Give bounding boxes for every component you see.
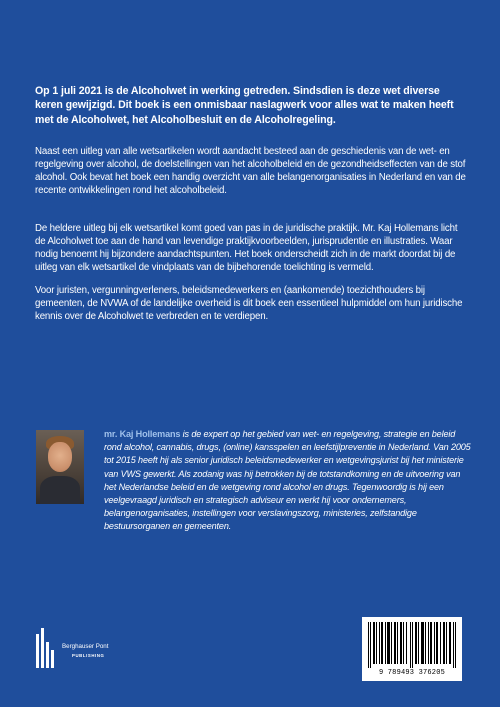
isbn-number: 9 789493 376205 [378,669,445,677]
barcode-icon [368,622,456,668]
intro-lead-paragraph: Op 1 juli 2021 is de Alcoholwet in werking getreden. Sindsdien is deze wet diverse keren gewijzigd. Dit boek is een onmisbaar naslagwerk voor alles wat te maken heeft met de Alcoholwet, het Alcoholbesluit en de Alcoholregeling. [35,85,454,126]
body-paragraph-3: Voor juristen, vergunningverleners, beleidsmedewerkers en (aankomende) toezichthouders bij gemeenten, de NVWA of de landelijke overheid is dit boek een essentieel hulpmiddel om hun juridische kennis over de Alcoholwet te verbreden en te verdiepen. [35,285,463,323]
author-photo [36,430,84,504]
author-photo-shirt [40,476,80,504]
body-paragraph-2: De heldere uitleg bij elk wetsartikel komt goed van pas in de juridische praktijk. Mr. Kaj Hollemans licht de Alcoholwet toe aan de hand van levendige praktijkvoorbeelden, jurisprudentie en illustraties. Waar nodig benoemt hij bijzondere aandachtspunten. Het boek onderscheidt zich in de markt doordat bij de uitleg van elk wetsartikel de vindplaats van de bijbehorende toelichting is vermeld. [35,223,458,274]
isbn-barcode [362,617,462,681]
publisher-logo-icon [36,628,58,668]
publisher-subtitle: PUBLISHING [72,653,105,658]
author-bio [104,428,474,534]
author-name: mr. Kaj Hollemans [104,429,181,439]
publisher-name: Berghauser Pont [62,643,109,650]
body-paragraph-1: Naast een uitleg van alle wetsartikelen wordt aandacht besteed aan de geschiedenis van de wet- en regelgeving over alcohol, de doelstellingen van het alcoholbeleid en de gezondheidseffecten van de stof alcohol. Ook bevat het boek een handig overzicht van alle belangenorganisaties in Nederland en van de recente ontwikkelingen rond het alcoholbeleid. [35,146,466,197]
author-photo-face [48,442,72,472]
author-bio-text: is de expert op het gebied van wet- en regelgeving, strategie en beleid rond alcohol, cannabis, drugs, (online) kansspelen en leefstijlpreventie in Nederland. Van 2005 tot 2015 heeft hij als senior juridisch beleidsmedewerker en wetgevingsjurist bij het ministerie van VWS gewerkt. Als zodanig was hij betrokken bij de totstandkoming en de uitvoering van het Nederlandse beleid en de wetgeving rond alcohol en drugs. Tegenwoordig is hij een veelgevraagd juridisch en strategisch adviseur en werkt hij voor ondernemers, belangenorganisaties, instellingen voor verslavingszorg, ministeries, zelfstandige bestuursorganen en gemeenten. [104,429,471,532]
publisher-logo [36,628,156,668]
